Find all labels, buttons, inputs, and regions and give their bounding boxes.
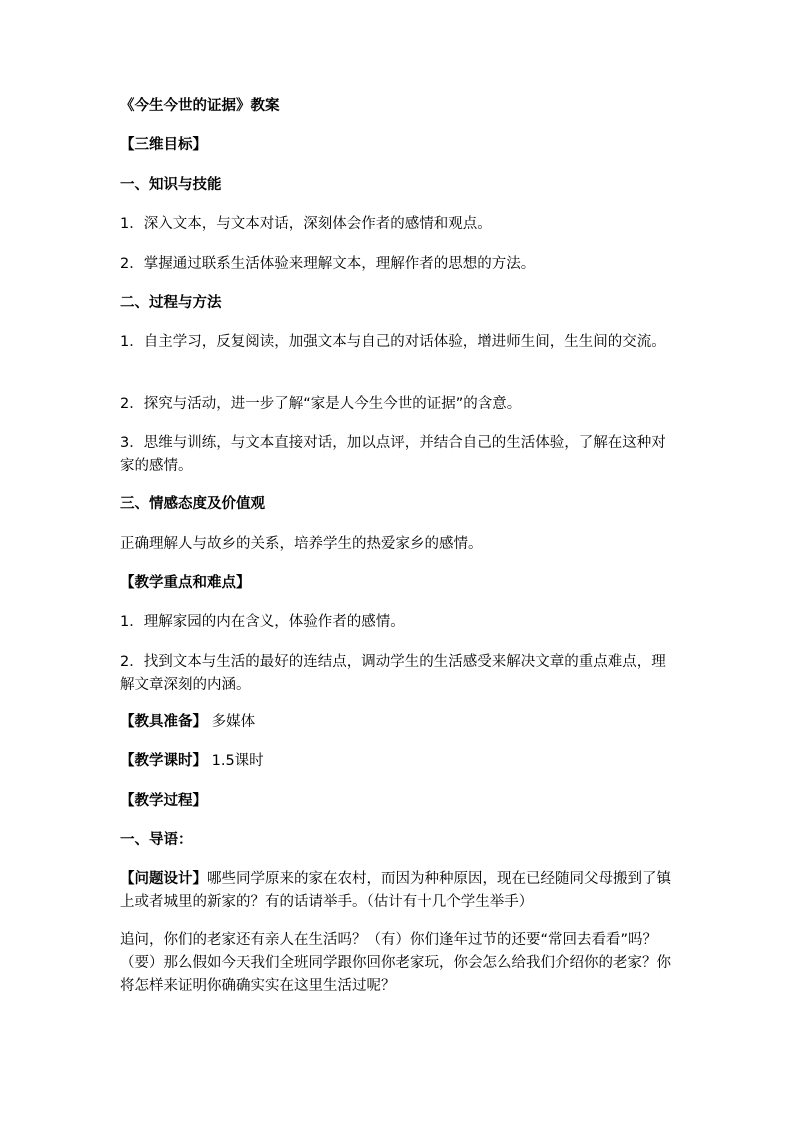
question-design-label: 【问题设计】 bbox=[120, 871, 207, 887]
teaching-hours bbox=[120, 750, 680, 773]
key-point-1: 1．理解家园的内在含义，体验作者的感情。 bbox=[120, 614, 405, 630]
question-design bbox=[120, 868, 680, 914]
heading-knowledge-skills: 一、知识与技能 bbox=[120, 177, 222, 193]
knowledge-item-1: 1．深入文本，与文本对话，深刻体会作者的感情和观点。 bbox=[120, 216, 492, 232]
heading-introduction: 一、导语： bbox=[120, 832, 193, 848]
key-point-2: 2．找到文本与生活的最好的连结点，调动学生的生活感受来解决文章的重点难点，理解文章深刻的内涵。 bbox=[120, 654, 666, 693]
section-key-points-heading: 【教学重点和难点】 bbox=[120, 575, 251, 591]
knowledge-item-2: 2．掌握通过联系生活体验来理解文本，理解作者的思想的方法。 bbox=[120, 256, 536, 272]
process-item-3: 3．思维与训练，与文本直接对话，加以点评，并结合自己的生活体验，了解在这种对家的感情。 bbox=[120, 435, 666, 474]
question-design-text: 哪些同学原来的家在农村，而因为种种原因，现在已经随同父母搬到了镇上或者城里的新家的？有的话请举手。（估计有十几个学生举手） bbox=[120, 871, 671, 910]
heading-emotion-values: 三、情感态度及价值观 bbox=[120, 496, 265, 512]
teaching-tools-value: 多媒体 bbox=[207, 714, 256, 730]
section-process-heading: 【教学过程】 bbox=[120, 793, 207, 809]
teaching-hours-label: 【教学课时】 bbox=[120, 753, 207, 769]
teaching-tools-label: 【教具准备】 bbox=[120, 714, 207, 730]
teaching-tools bbox=[120, 711, 680, 734]
process-item-2: 2．探究与活动，进一步了解“家是人今生今世的证据”的含意。 bbox=[120, 396, 522, 412]
doc-title: 《今生今世的证据》教案 bbox=[120, 98, 280, 114]
follow-up-question: 追问，你们的老家还有亲人在生活吗？（有）你们逢年过节的还要“常回去看看”吗？（要）那么假如今天我们全班同学跟你回你老家玩，你会怎么给我们介绍你的老家？你将怎样来证明你确确实实在这里生活过呢？ bbox=[120, 932, 671, 994]
process-item-1: 1．自主学习，反复阅读，加强文本与自己的对话体验，增进师生间，生生间的交流。 bbox=[120, 334, 666, 350]
section-goals-heading: 【三维目标】 bbox=[120, 137, 207, 153]
emotion-item-1: 正确理解人与故乡的关系，培养学生的热爱家乡的感情。 bbox=[120, 536, 483, 552]
heading-process-method: 二、过程与方法 bbox=[120, 295, 222, 311]
teaching-hours-value: 1.5课时 bbox=[207, 753, 264, 769]
